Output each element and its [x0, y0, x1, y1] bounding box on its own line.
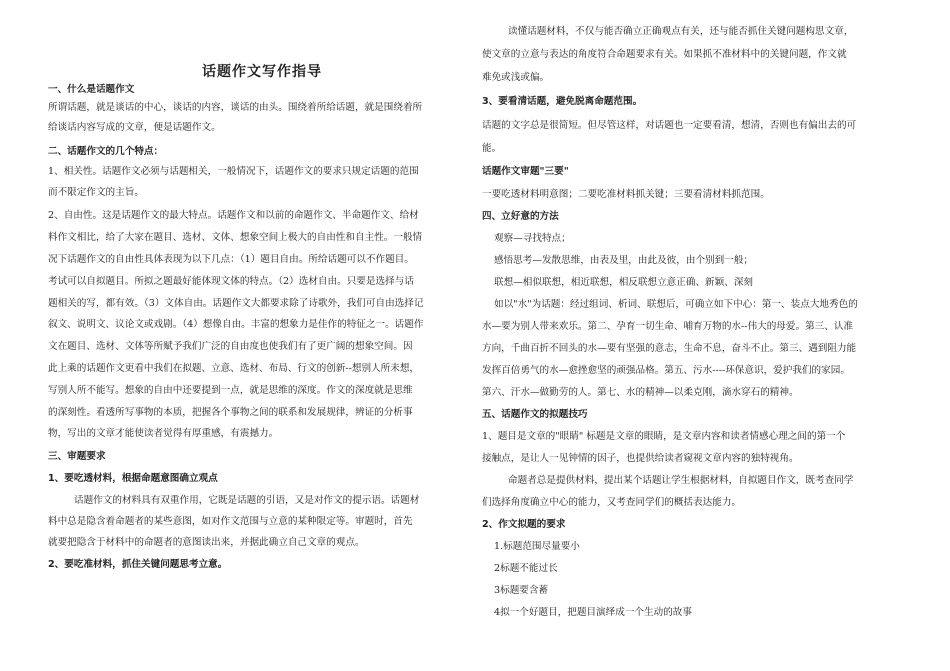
paragraph-line: 感悟思考—发散思维，由表及里，由此及彼，由个别到一般；: [494, 255, 754, 266]
paragraph-line: 观察—寻找特点；: [494, 233, 571, 244]
paragraph-line: 1、相关性。话题作文必须与话题相关，一般情况下，话题作文的要求只规定话题的范围: [48, 166, 419, 177]
paragraph-line: 们选择角度确立中心的能力，又考查同学们的概括表达能力。: [482, 497, 742, 508]
paragraph-line: 物，写出的文章才能使读者觉得有厚重感，有震撼力。: [48, 428, 279, 439]
paragraph-line: 考试可以自拟题目。所拟之题最好能体现文体的特点。（2）选材自由。只要是选择与话: [48, 276, 414, 287]
paragraph-line: 所谓话题，就是谈话的中心，谈话的内容，谈话的由头。围绕着所给话题，就是围绕着所: [48, 102, 423, 113]
paragraph-line: 读懂话题材料，不仅与能否确立正确观点有关，还与能否抓住关键问题构思文章，: [508, 26, 854, 37]
paragraph-line: 水—要为别人带来欢乐。第二、孕育一切生命、哺育万物的水--伟大的母爱。第三、认准: [482, 321, 854, 332]
subsection-heading: 3、要看清话题，避免脱离命题范围。: [482, 96, 643, 107]
page-title: 话题作文写作指导: [202, 64, 322, 80]
paragraph-line: 2、自由性。这是话题作文的最大特点。话题作文和以前的命题作文、半命题作文、给材: [48, 210, 419, 221]
paragraph-line: 叙文、说明文、议论文或戏剧。（4）想像自由。丰富的想象力是佳作的特征之一。话题作: [48, 319, 424, 330]
paragraph-line: 联想—相似联想，相近联想，相反联想立意正确、新颖、深刻: [494, 277, 754, 288]
paragraph-line: 一要吃透材料明意图；二要吃准材料抓关键；三要看清材料抓范围。: [482, 189, 770, 200]
section-heading: 三、审题要求: [48, 451, 106, 462]
paragraph-line: 写别人所不能写。想象的自由中还要提到一点，就是思维的深度。作文的深度就是思维: [48, 385, 413, 396]
paragraph-line: 而不限定作文的主旨。: [48, 187, 144, 198]
paragraph-line: 如以"水"为话题：经过组词、析词、联想后，可确立如下中心：第一、装点大地秀色的: [494, 299, 858, 310]
list-item: 2标题不能过长: [494, 563, 558, 574]
paragraph-line: 发挥百倍勇气的水—愈挫愈坚的顽强品格。第五、污水----环保意识，爱护我们的家园。: [482, 365, 850, 376]
paragraph-line: 话题作文的材料具有双重作用，它既是话题的引语，又是对作文的提示语。话题材: [74, 495, 420, 506]
section-heading: 二、话题作文的几个特点：: [48, 146, 164, 157]
subsection-heading: 2、要吃准材料，抓住关键问题思考立意。: [48, 559, 228, 570]
paragraph-line: 方向，千曲百折不回头的水—要有坚强的意志，生命不息，奋斗不止。第三、遇到阻力能: [482, 343, 857, 354]
paragraph-line: 料中总是隐含着命题者的某些意图，如对作文范围与立意的某种限定等。审题时，首先: [48, 516, 413, 527]
paragraph-line: 1、题目是文章的"眼睛" 标题是文章的眼睛，是文章内容和读者情感心理之间的第一个: [482, 431, 846, 442]
paragraph-line: 难免或浅或偏。: [482, 72, 550, 83]
paragraph-line: 能。: [482, 143, 502, 154]
section-heading: 五、话题作文的拟题技巧: [482, 409, 588, 420]
subsection-heading: 2、作文拟题的要求: [482, 519, 566, 530]
section-heading: 一、什么是话题作文: [48, 84, 135, 95]
paragraph-line: 题相关的写，都有效。（3）文体自由。话题作文大都要求除了诗歌外，我们可自由选择记: [48, 298, 424, 309]
subsection-heading: 1、要吃透材料，根据命题意图确立观点: [48, 473, 218, 484]
paragraph-line: 给谈话内容写成的文章，便是话题作文。: [48, 122, 221, 133]
paragraph-line: 的深刻性。看透所写事物的本质，把握各个事物之间的联系和发展规律，辨证的分析事: [48, 407, 413, 418]
paragraph-line: 文在题目、选材、文体等所赋予我们广泛的自由度也使我们有了更广阔的想象空间。因: [48, 341, 413, 352]
paragraph-line: 接触点，是让人一见钟情的因子，也提供给读者窥视文章内容的独特视角。: [482, 453, 799, 464]
list-item: 3标题要含蓄: [494, 585, 549, 596]
paragraph-line: 话题的文字总是很简短。但尽管这样，对话题也一定要看清，想清，否则也有偏出去的可: [482, 120, 857, 131]
subsection-heading: 话题作文审题"三要": [482, 166, 569, 177]
paragraph-line: 第六、汗水—做勤劳的人。第七、水的精神—以柔克刚，滴水穿石的精神。: [482, 387, 799, 398]
list-item: 1.标题范围尽量要小: [494, 541, 580, 552]
list-item: 4拟一个好题目，把题目演绎成一个生动的故事: [494, 607, 692, 618]
paragraph-line: 此上乘的话题作文更看中我们在拟题、立意、选材、布局、行文的创新--想别人所未想，: [48, 363, 420, 374]
paragraph-line: 命题者总是提供材料，提出某个话题让学生根据材料，自拟题目作文，既考查同学: [508, 475, 854, 486]
section-heading: 四、立好意的方法: [482, 211, 559, 222]
paragraph-line: 料作文相比，给了大家在题目、选材、文体、想象空间上极大的自由性和自主性。一般情: [48, 232, 423, 243]
paragraph-line: 使文章的立意与表达的角度符合命题要求有关。如果抓不准材料中的关键问题，作文就: [482, 49, 847, 60]
paragraph-line: 就要把隐含于材料中的命题者的意图读出来，并据此确立自己文章的观点。: [48, 537, 365, 548]
paragraph-line: 况下话题作文的自由性具体表现为以下几点：（1）题目自由。所给话题可以不作题目。: [48, 254, 414, 265]
